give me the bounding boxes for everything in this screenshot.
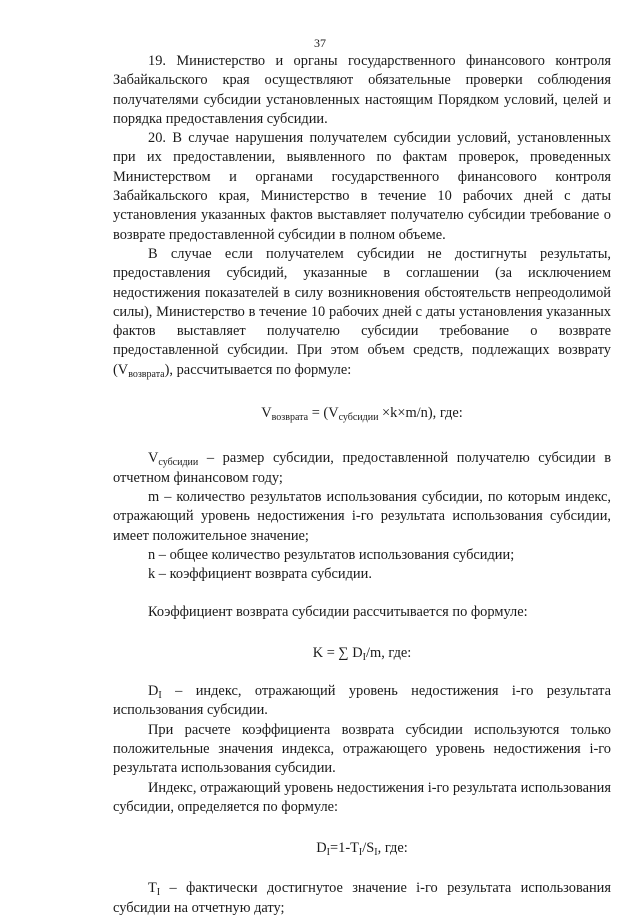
definition-t: $T_I$ – фактически достигнутое значение i-го результата использования субсидии на отчетную дату; — [113, 880, 611, 916]
paragraph-20: 20. В случае нарушения получателем субсидии условий, установленных при их предоставлении, выявленного по фактам проверок, проведенных Министерством и органами государственного финансового контроля Забайкальского края, Министерство в течение 10 рабочих дней с даты установления указанных фактов выставляет получателю субсидии требование о возврате предоставленной субсидии в полном объеме. — [113, 130, 611, 243]
definition-v-subsidy: $V_{субсидии}$ – размер субсидии, предоставленной получателю субсидии в отчетном финансовом году; — [113, 450, 611, 486]
paragraph-index: Индекс, отражающий уровень недостижения i-го результата использования субсидии, определяется по формуле: — [113, 779, 611, 815]
formula-coefficient: K = ∑ $D_I/m$, где: — [312, 644, 412, 663]
definition-m: m – количество результатов использования субсидии, по которым индекс, отражающий уровень недостижения i-го результата использования субсидии, имеет положительное значение; — [113, 488, 611, 544]
formula-index: $D_I=1-T_I/S_I$, где: — [316, 840, 408, 859]
paragraph-19: 19. Министерство и органы государственного финансового контроля Забайкальского края осуществляют обязательные проверки соблюдения получателями субсидии установленных настоящим Порядком условий, целей и порядка предоставления субсидии. — [113, 53, 611, 127]
paragraph-results: В случае если получателем субсидии не достигнуты результаты, предоставления субсидий, указанные в соглашении (за исключением недостижения показателей в силу возникновения обстоятельств непреодолимой силы), Министерство в течение 10 рабочих дней с даты установления указанных фактов выставляет получателю субсидии требование о возврате предоставленной субсидии. При этом объем средств, подлежащих возврату $(V_{возврата})$, рассчитывается по формуле: — [113, 245, 611, 380]
coefficient-intro: Коэффициент возврата субсидии рассчитывается по формуле: — [148, 604, 528, 621]
definition-k: k – коэффициент возврата субсидии. — [148, 566, 372, 583]
page-number: 37 — [314, 36, 326, 50]
paragraph-positive-values: При расчете коэффициента возврата субсидии используются только положительные значения индекса, отражающего уровень недостижения i-го результата использования субсидии. — [113, 721, 611, 777]
definition-d: $D_I$ – индекс, отражающий уровень недостижения i-го результата использования субсидии. — [113, 683, 611, 719]
document-body — [113, 52, 611, 918]
definition-n: n – общее количество результатов использования субсидии; — [148, 546, 515, 563]
formula-refund-volume: $V_{возврата} = (V_{субсидии} \times k\times m/n)$, где: — [261, 405, 463, 424]
